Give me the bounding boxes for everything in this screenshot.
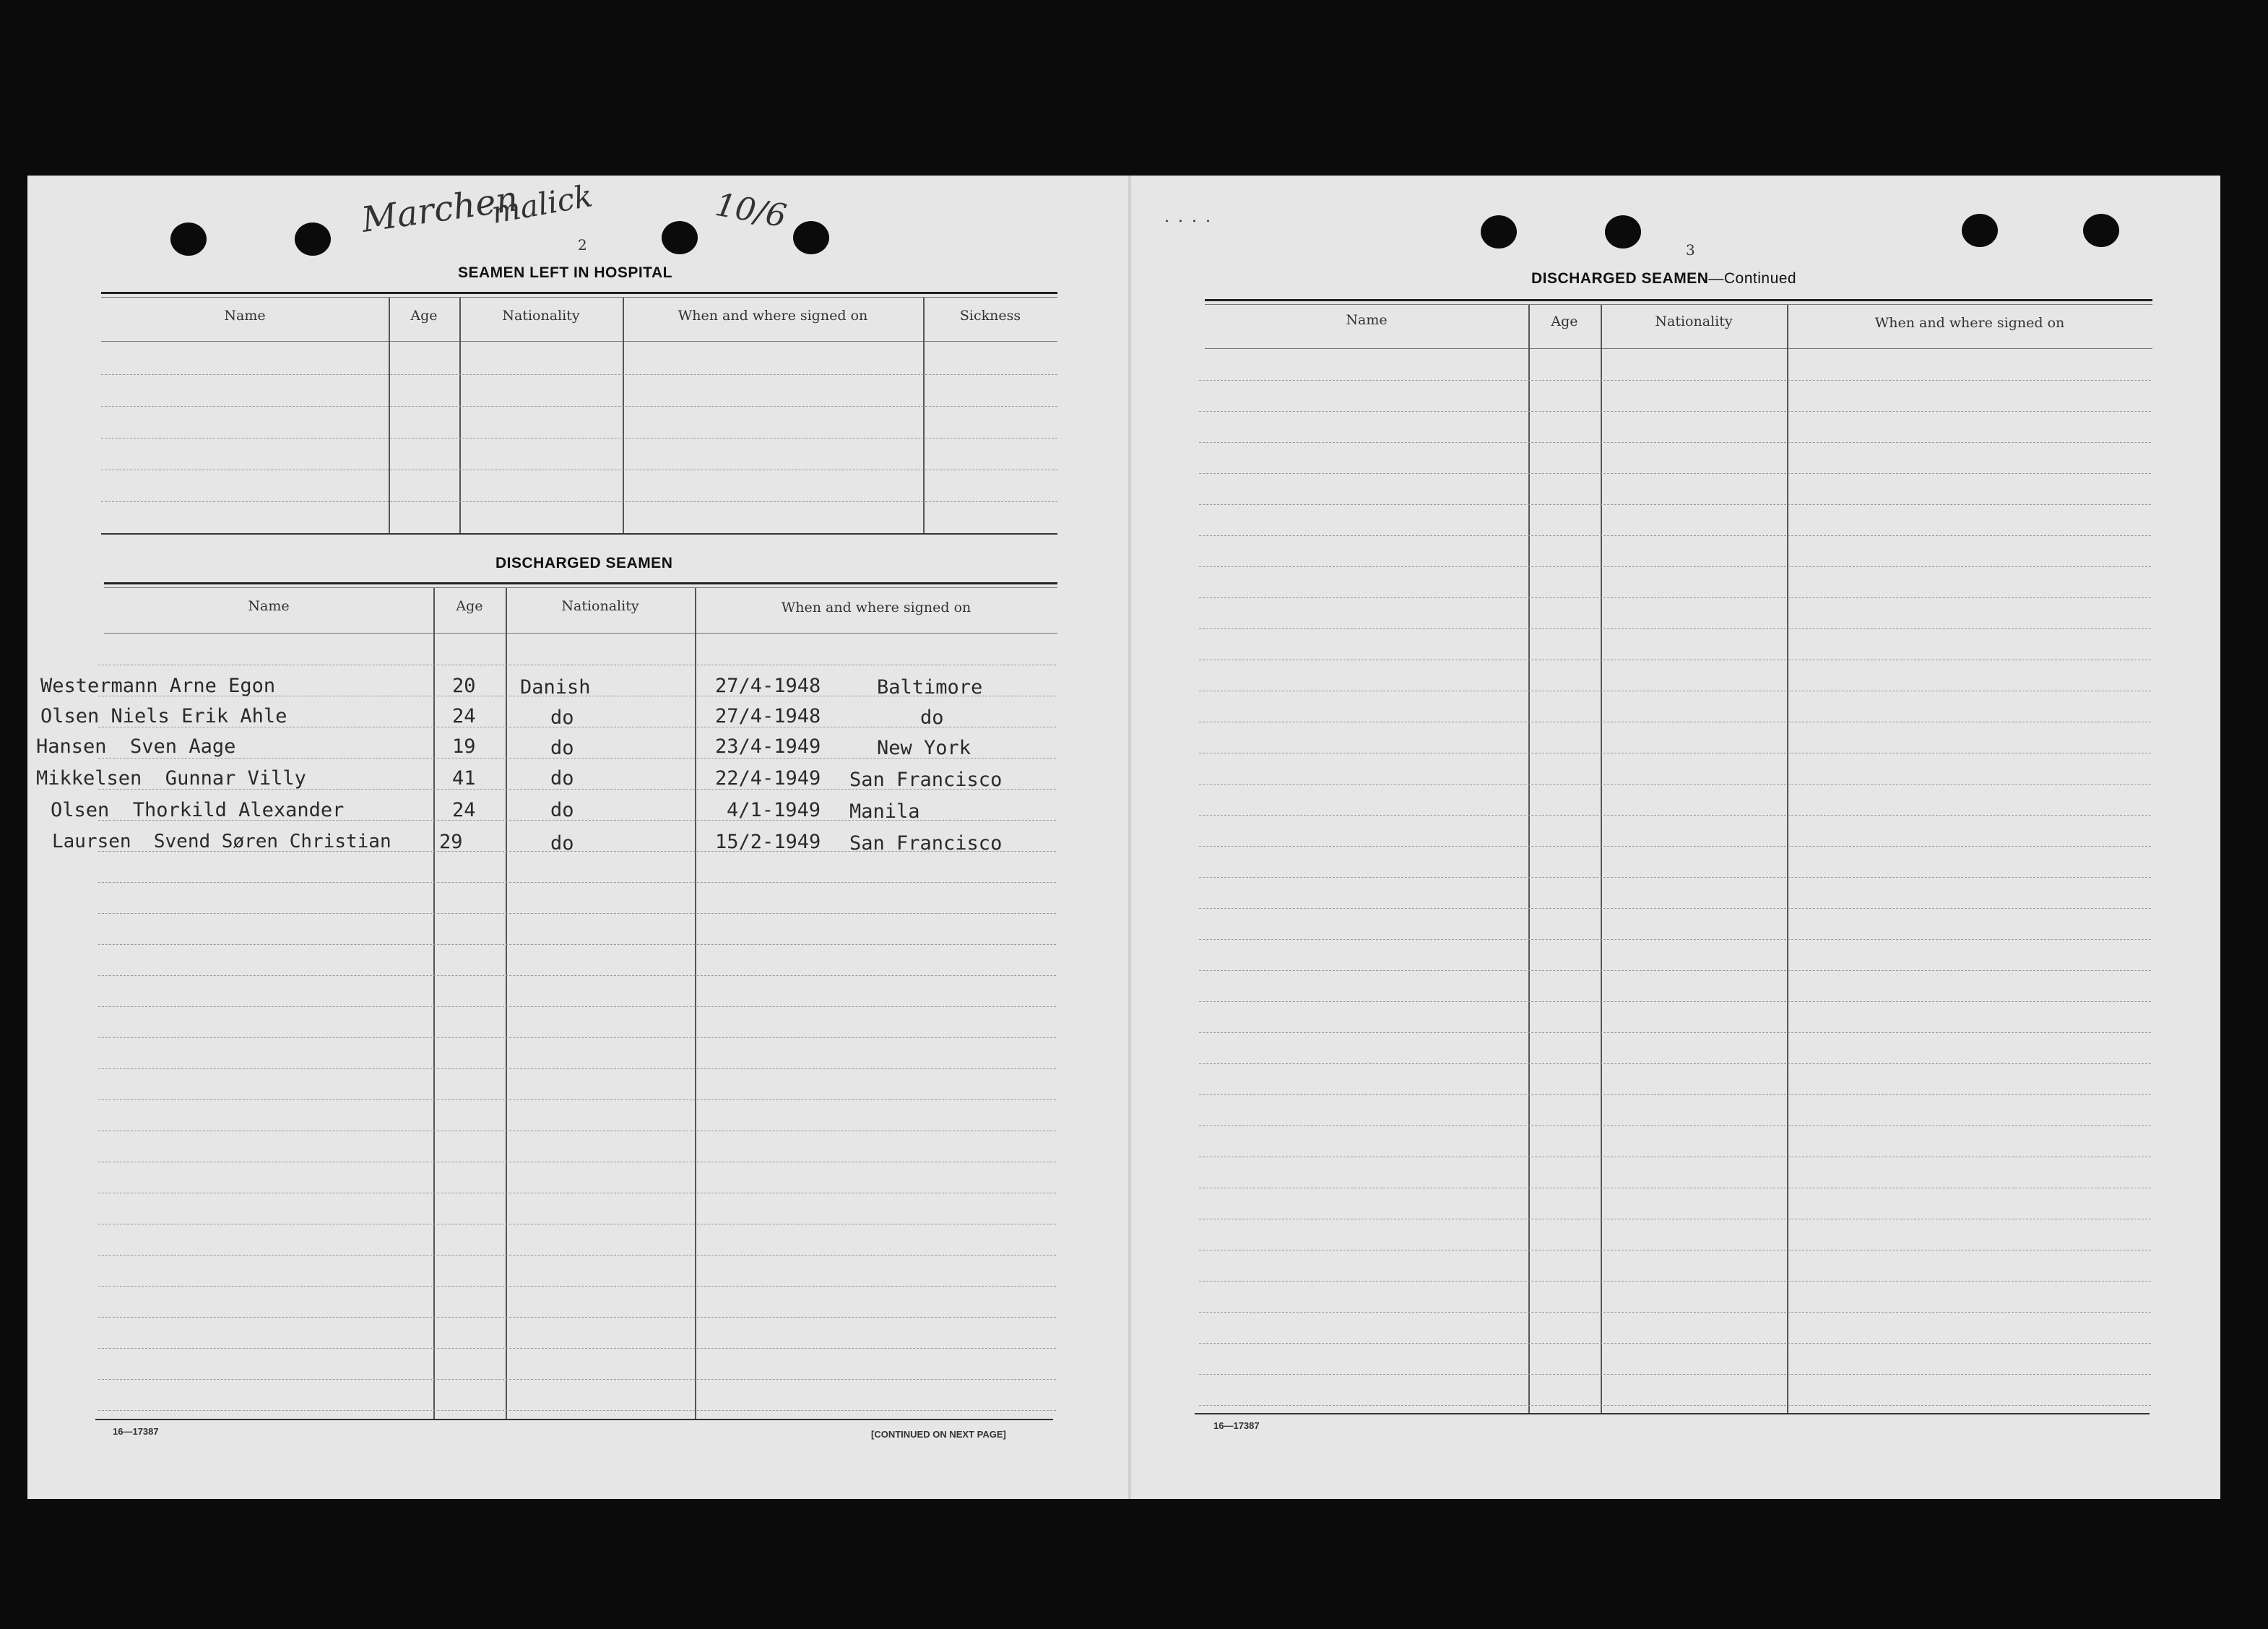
row-rule xyxy=(1199,908,2151,909)
row-rule xyxy=(1199,1374,2151,1375)
row-rule xyxy=(1199,1032,2151,1033)
row-rule xyxy=(101,406,1057,407)
column-divider xyxy=(1787,305,1788,1414)
row-age: 29 xyxy=(439,831,463,853)
row-place: do xyxy=(920,707,944,729)
header-rule xyxy=(101,341,1057,342)
row-rule xyxy=(1199,877,2151,878)
row-rule xyxy=(1199,1281,2151,1282)
row-rule xyxy=(1199,784,2151,785)
row-place: New York xyxy=(877,737,971,759)
row-rule xyxy=(98,1379,1056,1380)
row-rule xyxy=(1199,1063,2151,1064)
header-rule xyxy=(1205,348,2152,349)
row-rule xyxy=(1199,628,2151,629)
row-nationality: do xyxy=(550,707,574,729)
column-header-name: Name xyxy=(224,308,266,324)
row-place: Baltimore xyxy=(877,676,983,699)
row-name: Laursen Svend Søren Christian xyxy=(52,831,391,852)
handwritten-name: Marchen xyxy=(359,178,521,241)
row-place: San Francisco xyxy=(849,769,1003,791)
punch-hole xyxy=(793,221,829,254)
row-rule xyxy=(98,975,1056,976)
row-name: Hansen Sven Aage xyxy=(36,735,236,758)
row-age: 19 xyxy=(452,735,476,758)
row-date: 27/4-1948 xyxy=(715,675,821,697)
row-rule xyxy=(101,374,1057,375)
row-name: Westermann Arne Egon xyxy=(40,675,276,697)
form-number: 16—17387 xyxy=(113,1426,159,1437)
row-rule xyxy=(1199,1343,2151,1344)
row-rule xyxy=(98,913,1056,914)
row-rule xyxy=(1199,597,2151,598)
row-name: Mikkelsen Gunnar Villy xyxy=(36,767,306,790)
row-rule xyxy=(98,1317,1056,1318)
row-rule xyxy=(1199,442,2151,443)
header-rule xyxy=(104,633,1057,634)
column-divider xyxy=(1528,305,1530,1414)
row-rule xyxy=(98,1037,1056,1038)
row-rule xyxy=(98,1410,1056,1411)
row-place: Manila xyxy=(849,800,920,823)
row-date: 22/4-1949 xyxy=(715,767,821,790)
row-rule xyxy=(1199,380,2151,381)
section-title xyxy=(1531,270,1796,288)
punch-hole xyxy=(1605,215,1641,249)
page-fold xyxy=(1128,176,1131,1499)
row-rule xyxy=(98,1255,1056,1256)
row-rule xyxy=(1199,473,2151,474)
punch-hole xyxy=(662,221,698,254)
row-rule xyxy=(98,944,1056,945)
column-header-signed-on: When and where signed on xyxy=(678,308,868,324)
column-header-age: Age xyxy=(456,598,483,614)
row-rule xyxy=(98,1286,1056,1287)
row-rule xyxy=(1199,411,2151,412)
page-number: 3 xyxy=(1686,241,1695,259)
column-header-nationality: Nationality xyxy=(502,308,580,324)
row-date: 15/2-1949 xyxy=(715,831,821,853)
row-nationality: Danish xyxy=(520,676,591,699)
column-header-signed-on: When and where signed on xyxy=(1874,315,2065,331)
row-rule xyxy=(1199,566,2151,567)
row-age: 24 xyxy=(452,799,476,821)
row-rule xyxy=(1199,1312,2151,1313)
row-rule xyxy=(98,882,1056,883)
handwritten-date: 10/6 xyxy=(712,186,789,236)
row-rule xyxy=(98,1099,1056,1100)
column-divider xyxy=(695,588,696,1420)
row-rule xyxy=(1199,970,2151,971)
table-bottom-rule xyxy=(1195,1413,2150,1414)
table-top-rule xyxy=(101,297,1057,298)
table-top-rule xyxy=(104,587,1057,588)
row-rule xyxy=(101,501,1057,502)
table-bottom-rule xyxy=(95,1419,1053,1420)
row-nationality: do xyxy=(550,799,574,821)
table-top-rule xyxy=(1205,299,2152,301)
column-divider xyxy=(459,298,461,535)
column-header-sickness: Sickness xyxy=(959,308,1021,324)
column-header-name: Name xyxy=(1346,312,1388,328)
page-number: 2 xyxy=(578,236,587,254)
punch-hole xyxy=(1962,214,1998,247)
row-rule xyxy=(98,1348,1056,1349)
row-rule xyxy=(1199,1405,2151,1406)
row-age: 20 xyxy=(452,675,476,697)
column-header-nationality: Nationality xyxy=(1655,314,1733,329)
hospital-section-title: SEAMEN LEFT IN HOSPITAL xyxy=(458,264,672,281)
section-title-suffix: —Continued xyxy=(1708,270,1797,287)
dots: .... xyxy=(1164,208,1219,226)
row-nationality: do xyxy=(550,832,574,855)
row-rule xyxy=(1199,939,2151,940)
punch-hole xyxy=(295,222,331,256)
column-divider xyxy=(389,298,390,535)
column-divider xyxy=(623,298,624,535)
row-rule xyxy=(1199,815,2151,816)
row-rule xyxy=(1199,504,2151,505)
row-date: 27/4-1948 xyxy=(715,705,821,727)
continued-note: [CONTINUED ON NEXT PAGE] xyxy=(871,1429,1006,1440)
row-rule xyxy=(98,1068,1056,1069)
column-divider xyxy=(433,588,435,1420)
row-place: San Francisco xyxy=(849,832,1003,855)
column-divider xyxy=(1601,305,1602,1414)
table-top-rule xyxy=(1205,304,2152,305)
table-top-rule xyxy=(104,582,1057,584)
row-nationality: do xyxy=(550,767,574,790)
row-nationality: do xyxy=(550,737,574,759)
column-divider xyxy=(506,588,507,1420)
punch-hole xyxy=(2083,214,2119,247)
row-rule xyxy=(1199,1001,2151,1002)
column-header-age: Age xyxy=(1551,314,1578,329)
row-name: Olsen Niels Erik Ahle xyxy=(40,705,287,727)
handwritten-word: malick xyxy=(488,178,595,230)
column-header-name: Name xyxy=(248,598,290,614)
column-header-signed-on: When and where signed on xyxy=(781,600,971,615)
discharged-section-title: DISCHARGED SEAMEN xyxy=(495,555,673,571)
form-number: 16—17387 xyxy=(1213,1420,1260,1431)
column-header-age: Age xyxy=(410,308,438,324)
column-header-nationality: Nationality xyxy=(561,598,639,614)
row-date: 4/1-1949 xyxy=(727,799,821,821)
row-rule xyxy=(1199,1094,2151,1095)
row-name: Olsen Thorkild Alexander xyxy=(51,799,345,821)
table-bottom-rule xyxy=(101,533,1057,535)
column-divider xyxy=(923,298,925,535)
row-rule xyxy=(1199,846,2151,847)
table-top-rule xyxy=(101,292,1057,294)
punch-hole xyxy=(1481,215,1517,249)
row-date: 23/4-1949 xyxy=(715,735,821,758)
row-rule xyxy=(1199,1125,2151,1126)
row-rule xyxy=(98,1006,1056,1007)
row-age: 41 xyxy=(452,767,476,790)
row-age: 24 xyxy=(452,705,476,727)
punch-hole xyxy=(170,222,207,256)
row-rule xyxy=(1199,535,2151,536)
section-title-main: DISCHARGED SEAMEN xyxy=(1531,270,1709,287)
